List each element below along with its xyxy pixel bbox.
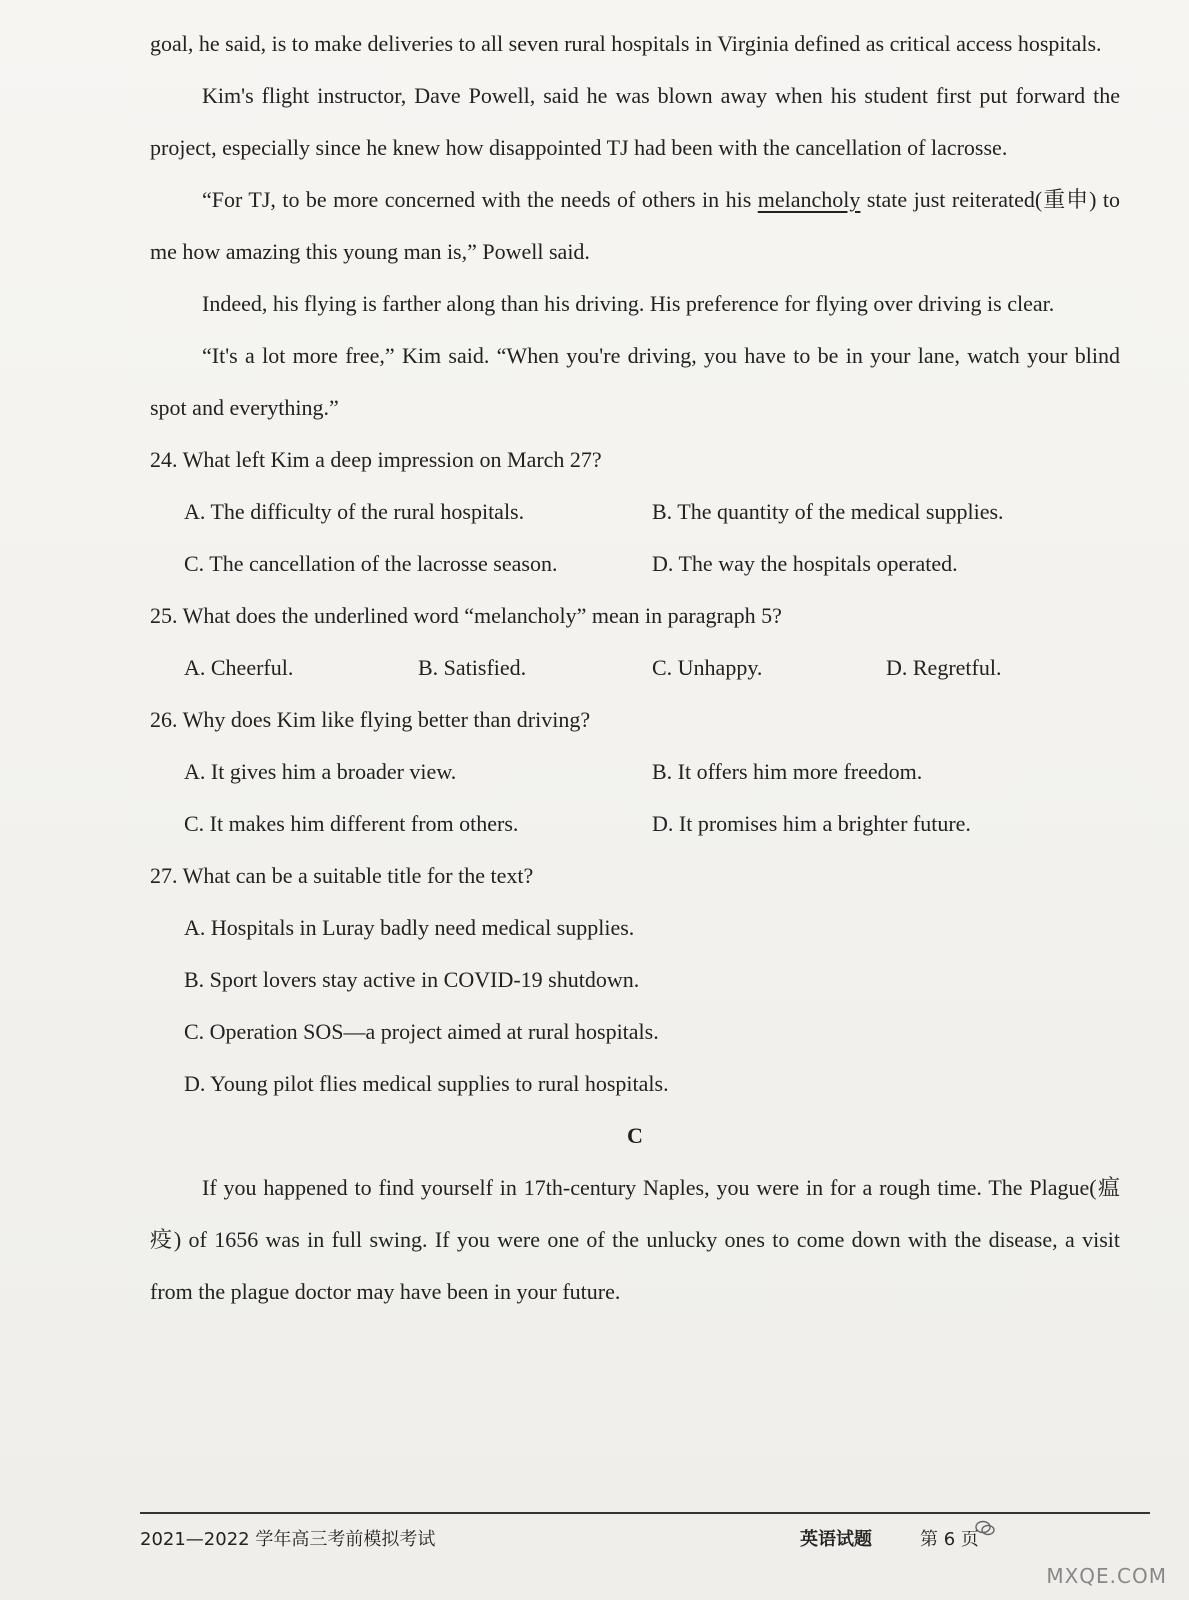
- paragraph-3-after: state just reiterated(重申) to me how amazing this young man is,” Powell said.: [150, 187, 1120, 264]
- question-24: [150, 434, 1120, 590]
- subject-label: 英语试题: [800, 1529, 872, 1550]
- paragraph-4: Indeed, his flying is farther along than his driving. His preference for flying over driving is clear.: [202, 291, 1055, 316]
- underlined-word: melancholy: [757, 187, 861, 212]
- option-a: A. It gives him a broader view.: [184, 759, 457, 784]
- exam-title: 2021—2022 学年高三考前模拟考试: [140, 1529, 436, 1550]
- passage-b: [150, 18, 1120, 1318]
- option-c: C. It makes him different from others.: [184, 811, 519, 836]
- page-footer: [140, 1525, 1150, 1565]
- question-25: [150, 590, 1120, 694]
- section-heading-c: C: [627, 1123, 643, 1148]
- paragraph-5: “It's a lot more free,” Kim said. “When you're driving, you have to be in your lane, watch your blind spot and everything.”: [150, 343, 1120, 420]
- option-d: D. It promises him a brighter future.: [652, 811, 971, 836]
- option-d: D. The way the hospitals operated.: [652, 551, 958, 576]
- options: [150, 746, 1120, 850]
- option-d: D. Regretful.: [886, 655, 1002, 680]
- option-c: C. Unhappy.: [652, 655, 763, 680]
- paragraph-3: [150, 174, 1120, 278]
- paragraph-3-before: “For TJ, to be more concerned with the needs of others in his: [202, 187, 758, 212]
- options: [150, 486, 1120, 590]
- option-b: B. It offers him more freedom.: [652, 759, 923, 784]
- option-a: A. The difficulty of the rural hospitals.: [184, 499, 525, 524]
- wechat-icon: [975, 1520, 995, 1536]
- watermark-logo: MXQE.COM: [1046, 1564, 1167, 1588]
- section-c-paragraph-1: If you happened to find yourself in 17th-century Naples, you were in for a rough time. The Plague(瘟疫) of 1656 was in full swing. If you were one of the unlucky ones to come down with the disease, a visit from the plague doctor may have been in your future.: [150, 1175, 1120, 1304]
- option-d: D. Young pilot flies medical supplies to rural hospitals.: [184, 1071, 669, 1096]
- paragraph-1: goal, he said, is to make deliveries to all seven rural hospitals in Virginia defined as critical access hospitals.: [150, 31, 1102, 56]
- option-b: B. Satisfied.: [418, 655, 527, 680]
- option-b: B. The quantity of the medical supplies.: [652, 499, 1004, 524]
- question-stem: 26. Why does Kim like flying better than driving?: [150, 707, 591, 732]
- question-26: [150, 694, 1120, 850]
- option-a: A. Hospitals in Luray badly need medical supplies.: [184, 915, 635, 940]
- question-stem: 24. What left Kim a deep impression on March 27?: [150, 447, 602, 472]
- option-a: A. Cheerful.: [184, 655, 294, 680]
- options: [150, 902, 1120, 1110]
- options: [150, 642, 1120, 694]
- question-stem: 27. What can be a suitable title for the text?: [150, 863, 534, 888]
- paragraph-2: Kim's flight instructor, Dave Powell, said he was blown away when his student first put forward the project, especially since he knew how disappointed TJ had been with the cancellation of lacrosse.: [150, 83, 1120, 160]
- question-stem: 25. What does the underlined word “melancholy” mean in paragraph 5?: [150, 603, 782, 628]
- option-c: C. The cancellation of the lacrosse season.: [184, 551, 558, 576]
- page-number: 第 6 页: [920, 1529, 979, 1550]
- question-27: [150, 850, 1120, 1110]
- option-b: B. Sport lovers stay active in COVID-19 shutdown.: [184, 967, 640, 992]
- footer-divider: [140, 1512, 1150, 1514]
- option-c: C. Operation SOS—a project aimed at rural hospitals.: [184, 1019, 659, 1044]
